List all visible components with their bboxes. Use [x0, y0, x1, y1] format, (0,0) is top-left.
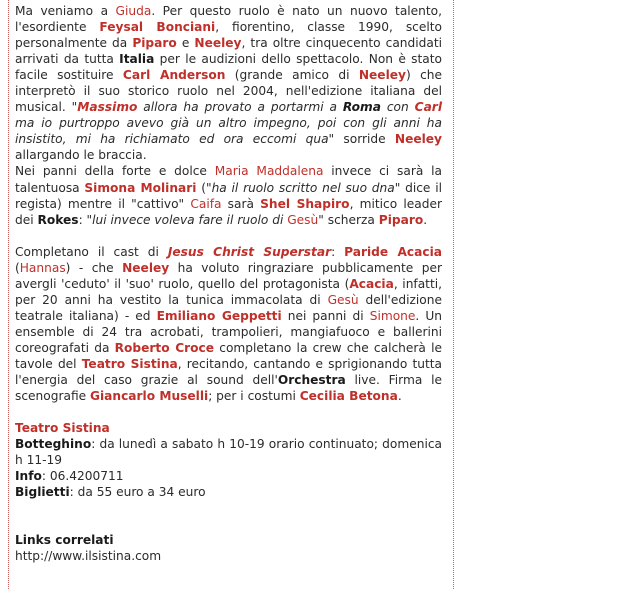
name-carl: Carl	[414, 100, 442, 115]
info-botteghino: Botteghino: da lunedì a sabato h 10-19 orario continuato; domenica h 11-19	[15, 437, 442, 468]
title-jesus-christ-superstar: Jesus Christ Superstar	[167, 244, 332, 259]
name-simone: Simone	[369, 308, 416, 323]
name-maria-maddalena: Maria Maddalena	[214, 164, 324, 179]
paragraph-maddalena: Nei panni della forte e dolce Maria Maddalena invece ci sarà la talentuosa Simona Molinari ("ha il ruolo scritto nel suo dna" dice il regista) mentre il "cattivo" Caifa sarà Shel Shapiro, mitico leader dei Rokes: "lui invece voleva fare il ruolo di Gesù" scherza Piparo.	[15, 164, 442, 227]
name-caifa: Caifa	[190, 196, 222, 211]
name-neeley: Neeley	[194, 36, 242, 51]
name-rokes: Rokes	[37, 212, 79, 227]
name-teatro-sistina: Teatro Sistina	[81, 356, 178, 371]
name-roberto-croce: Roberto Croce	[114, 340, 215, 355]
name-neeley: Neeley	[122, 260, 170, 275]
name-hannas: Hannas	[19, 260, 66, 275]
name-giuda: Giuda	[115, 4, 152, 18]
links-heading: Links correlati	[15, 533, 114, 548]
name-simona-molinari: Simona Molinari	[84, 180, 197, 195]
paragraph-giuda: Ma veniamo a Giuda. Per questo ruolo è nato un nuovo talento, l'esordiente Feysal Bonciani, fiorentino, classe 1990, scelto personalmente da Piparo e Neeley, tra oltre cinquecento candidati arrivati da tutta Italia per le audizioni dello spettacolo. Non è stato facile sostituire Carl Anderson (grande amico di Neeley) che interpretò il suo storico ruolo nel 2004, nell'edizione italiana del musical. "Massimo allora ha provato a portarmi a Roma con Carl ma io purtroppo avevo già un altro impegno, poi con gli anni ha insistito, mi ha richiamato ed ora eccomi qua" sorride Neeley allargando le braccia.	[15, 4, 443, 163]
name-shel-shapiro: Shel Shapiro	[260, 196, 350, 211]
name-gesu: Gesù	[327, 292, 359, 307]
name-piparo: Piparo	[378, 212, 424, 227]
name-emiliano-geppetti: Emiliano Geppetti	[156, 308, 282, 323]
paragraph-cast: Completano il cast di Jesus Christ Superstar: Paride Acacia (Hannas) - che Neeley ha voluto ringraziare pubblicamente per avergli 'ceduto' il 'suo' ruolo, quello del protagonista (Acacia, infatti, per 20 anni ha vestito la tunica immacolata di Gesù dell'edizione teatrale italiana) - ed Emiliano Geppetti nei panni di Simone. Un ensemble di 24 tra acrobati, trampolieri, mangiafuoco e ballerini coreografati da Roberto Croce completano la crew che calcherà le tavole del Teatro Sistina, recitando, cantando e sprigionando tutta l'energia del caso grazie al sound dell'Orchestra live. Firma le scenografie Giancarlo Muselli; per i costumi Cecilia Betona.	[15, 244, 443, 404]
name-neeley: Neeley	[358, 68, 406, 83]
name-giancarlo-muselli: Giancarlo Muselli	[90, 389, 209, 404]
name-italia: Italia	[119, 52, 155, 67]
name-orchestra: Orchestra	[277, 373, 346, 388]
name-carl-anderson: Carl Anderson	[122, 68, 226, 83]
name-paride-acacia: Paride Acacia	[344, 244, 442, 259]
name-neeley: Neeley	[394, 132, 442, 147]
left-dotted-rule	[8, 0, 9, 589]
info-biglietti: Biglietti: da 55 euro a 34 euro	[15, 485, 206, 500]
name-gesu: Gesù	[287, 212, 319, 227]
info-phone: Info: 06.4200711	[15, 469, 124, 484]
name-cecilia-betona: Cecilia Betona	[299, 389, 398, 404]
name-feysal-bonciani: Feysal Bonciani	[99, 20, 216, 35]
name-roma: Roma	[342, 100, 381, 115]
name-piparo: Piparo	[132, 36, 177, 51]
right-dotted-rule	[453, 0, 454, 589]
link-ilsistina[interactable]: http://www.ilsistina.com	[15, 549, 162, 564]
name-acacia: Acacia	[349, 276, 394, 291]
name-massimo: Massimo	[77, 100, 138, 115]
venue-title: Teatro Sistina	[15, 421, 110, 436]
article-column	[15, 3, 442, 564]
